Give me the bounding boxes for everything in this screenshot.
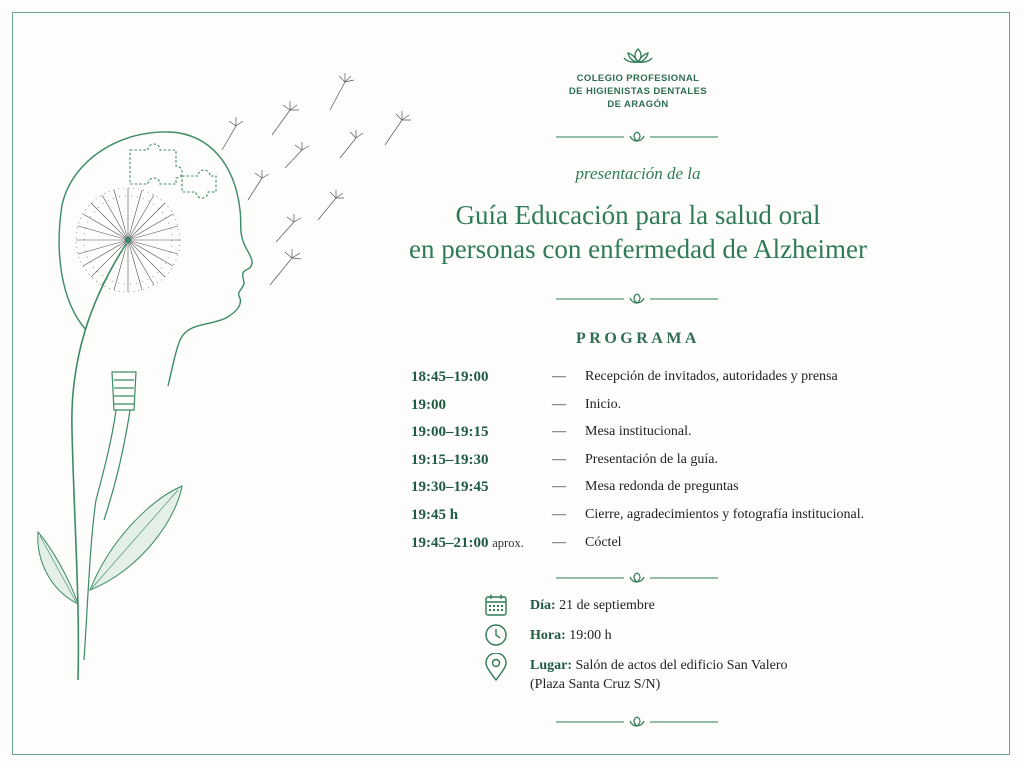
- schedule-description: Cierre, agradecimientos y fotografía institucional.: [585, 506, 865, 522]
- schedule-row: [411, 422, 901, 450]
- schedule-row: [411, 533, 901, 561]
- hora-label: Hora:: [530, 628, 566, 643]
- programa-heading: PROGRAMA: [576, 330, 700, 347]
- lotus-icon: [623, 46, 653, 66]
- lugar-label: Lugar:: [530, 658, 572, 673]
- schedule-description: Mesa institucional.: [585, 424, 692, 440]
- event-title: [370, 198, 906, 266]
- approx-note: aprox.: [492, 535, 524, 550]
- title-line: Guía Educación para la salud oral: [455, 200, 821, 230]
- schedule-dash: —: [552, 424, 566, 440]
- schedule-description: Presentación de la guía.: [585, 451, 718, 467]
- org-name-line: DE ARAGÓN: [607, 99, 669, 110]
- schedule-time: 19:00: [411, 396, 446, 413]
- organization-logo: [538, 46, 738, 111]
- schedule-description: Cóctel: [585, 534, 622, 550]
- schedule-row: [411, 505, 901, 533]
- head-dandelion-illustration: [0, 0, 440, 768]
- location-pin-icon: [484, 653, 508, 681]
- puzzle-piece-icon: [130, 144, 182, 184]
- schedule-time: 19:00–19:15: [411, 424, 489, 441]
- org-name-line: DE HIGIENISTAS DENTALES: [568, 86, 708, 97]
- detail-dia: [484, 593, 904, 623]
- schedule-description: Inicio.: [585, 396, 622, 412]
- leaf-ornament-divider: [556, 131, 718, 143]
- event-details: [484, 593, 904, 692]
- schedule-row: [411, 477, 901, 505]
- leaf-ornament-divider: [556, 293, 718, 305]
- schedule-dash: —: [552, 479, 566, 495]
- schedule-list: [411, 367, 901, 560]
- calendar-icon: [484, 593, 508, 617]
- schedule-dash: —: [552, 506, 566, 522]
- leaf-ornament-divider: [556, 716, 718, 728]
- schedule-description: Mesa redonda de preguntas: [585, 479, 739, 495]
- schedule-row: [411, 450, 901, 478]
- schedule-dash: —: [552, 396, 566, 412]
- schedule-dash: —: [552, 534, 566, 550]
- schedule-time: 19:15–19:30: [411, 451, 489, 468]
- leaf-ornament-divider: [556, 572, 718, 584]
- clock-icon: [484, 623, 508, 647]
- schedule-row: [411, 367, 901, 395]
- schedule-time: 19:45–21:00 aprox.: [411, 534, 524, 551]
- lugar-value: Salón de actos del edificio San Valero: [575, 658, 788, 673]
- schedule-time: 19:45 h: [411, 506, 459, 523]
- schedule-dash: —: [552, 369, 566, 384]
- schedule-time: 19:30–19:45: [411, 479, 489, 496]
- schedule-row: [411, 395, 901, 423]
- schedule-description: Recepción de invitados, autoridades y prensa: [585, 369, 838, 384]
- lugar-address: (Plaza Santa Cruz S/N): [530, 677, 661, 692]
- dia-label: Día:: [530, 598, 556, 613]
- puzzle-piece-icon: [182, 170, 216, 198]
- detail-hora: [484, 623, 904, 653]
- org-name-line: COLEGIO PROFESIONAL: [576, 73, 700, 84]
- title-line: en personas con enfermedad de Alzheimer: [408, 234, 868, 264]
- schedule-time: 18:45–19:00: [411, 369, 489, 385]
- intro-text: presentación de la: [575, 164, 701, 183]
- dia-value: 21 de septiembre: [559, 598, 655, 613]
- schedule-dash: —: [552, 451, 566, 467]
- hora-value: 19:00 h: [569, 628, 612, 643]
